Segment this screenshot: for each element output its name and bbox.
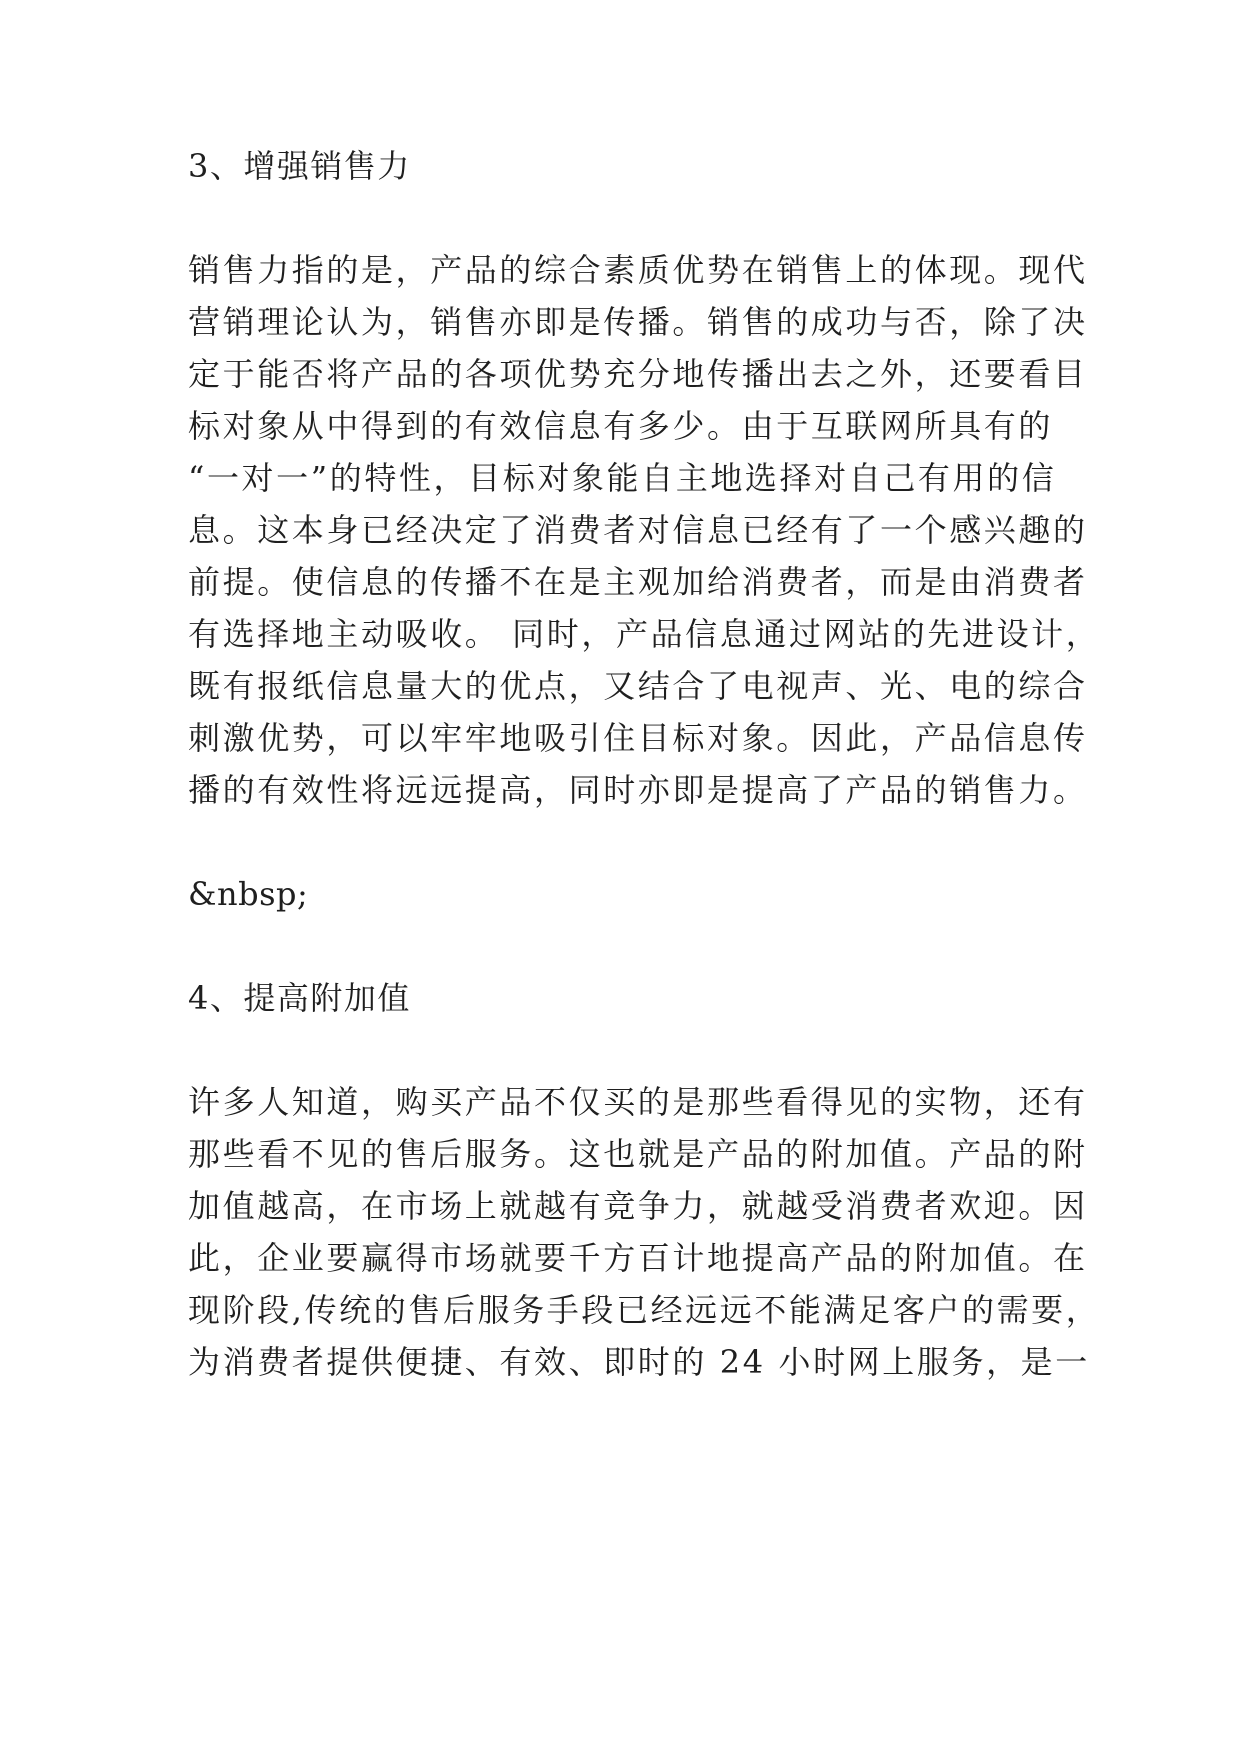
paragraph-line: 为消费者提供便捷、有效、即时的 24 小时网上服务，是一 bbox=[188, 1343, 1090, 1381]
section-3-heading: 3、增强销售力 bbox=[188, 147, 411, 185]
paragraph-line: 前提。使信息的传播不在是主观加给消费者，而是由消费者 bbox=[188, 563, 1088, 601]
paragraph-line: 刺激优势，可以牢牢地吸引住目标对象。因此，产品信息传 bbox=[188, 719, 1088, 757]
paragraph-line: 那些看不见的售后服务。这也就是产品的附加值。产品的附 bbox=[188, 1135, 1088, 1173]
paragraph-line: 营销理论认为，销售亦即是传播。销售的成功与否，除了决 bbox=[188, 303, 1088, 341]
paragraph-line: 标对象从中得到的有效信息有多少。由于互联网所具有的 bbox=[188, 407, 1054, 445]
paragraph-line: 现阶段,传统的售后服务手段已经远远不能满足客户的需要， bbox=[188, 1291, 1101, 1329]
paragraph-line: 既有报纸信息量大的优点，又结合了电视声、光、电的综合 bbox=[188, 667, 1088, 705]
nbsp-text: &nbsp; bbox=[188, 875, 309, 913]
paragraph-line: 此，企业要赢得市场就要千方百计地提高产品的附加值。在 bbox=[188, 1239, 1088, 1277]
paragraph-line: 播的有效性将远远提高，同时亦即是提高了产品的销售力。 bbox=[188, 771, 1088, 809]
paragraph-line: 息。这本身已经决定了消费者对信息已经有了一个感兴趣的 bbox=[188, 511, 1088, 549]
paragraph-line: 定于能否将产品的各项优势充分地传播出去之外，还要看目 bbox=[188, 355, 1088, 393]
paragraph-line: “一对一”的特性，目标对象能自主地选择对自己有用的信 bbox=[188, 459, 1057, 497]
section-4-heading: 4、提高附加值 bbox=[188, 979, 411, 1017]
paragraph-line: 加值越高，在市场上就越有竞争力，就越受消费者欢迎。因 bbox=[188, 1187, 1088, 1225]
paragraph-line: 销售力指的是，产品的综合素质优势在销售上的体现。现代 bbox=[188, 251, 1088, 289]
paragraph-line: 许多人知道，购买产品不仅买的是那些看得见的实物，还有 bbox=[188, 1083, 1088, 1121]
paragraph-line: 有选择地主动吸收。 同时，产品信息通过网站的先进设计， bbox=[188, 615, 1101, 653]
